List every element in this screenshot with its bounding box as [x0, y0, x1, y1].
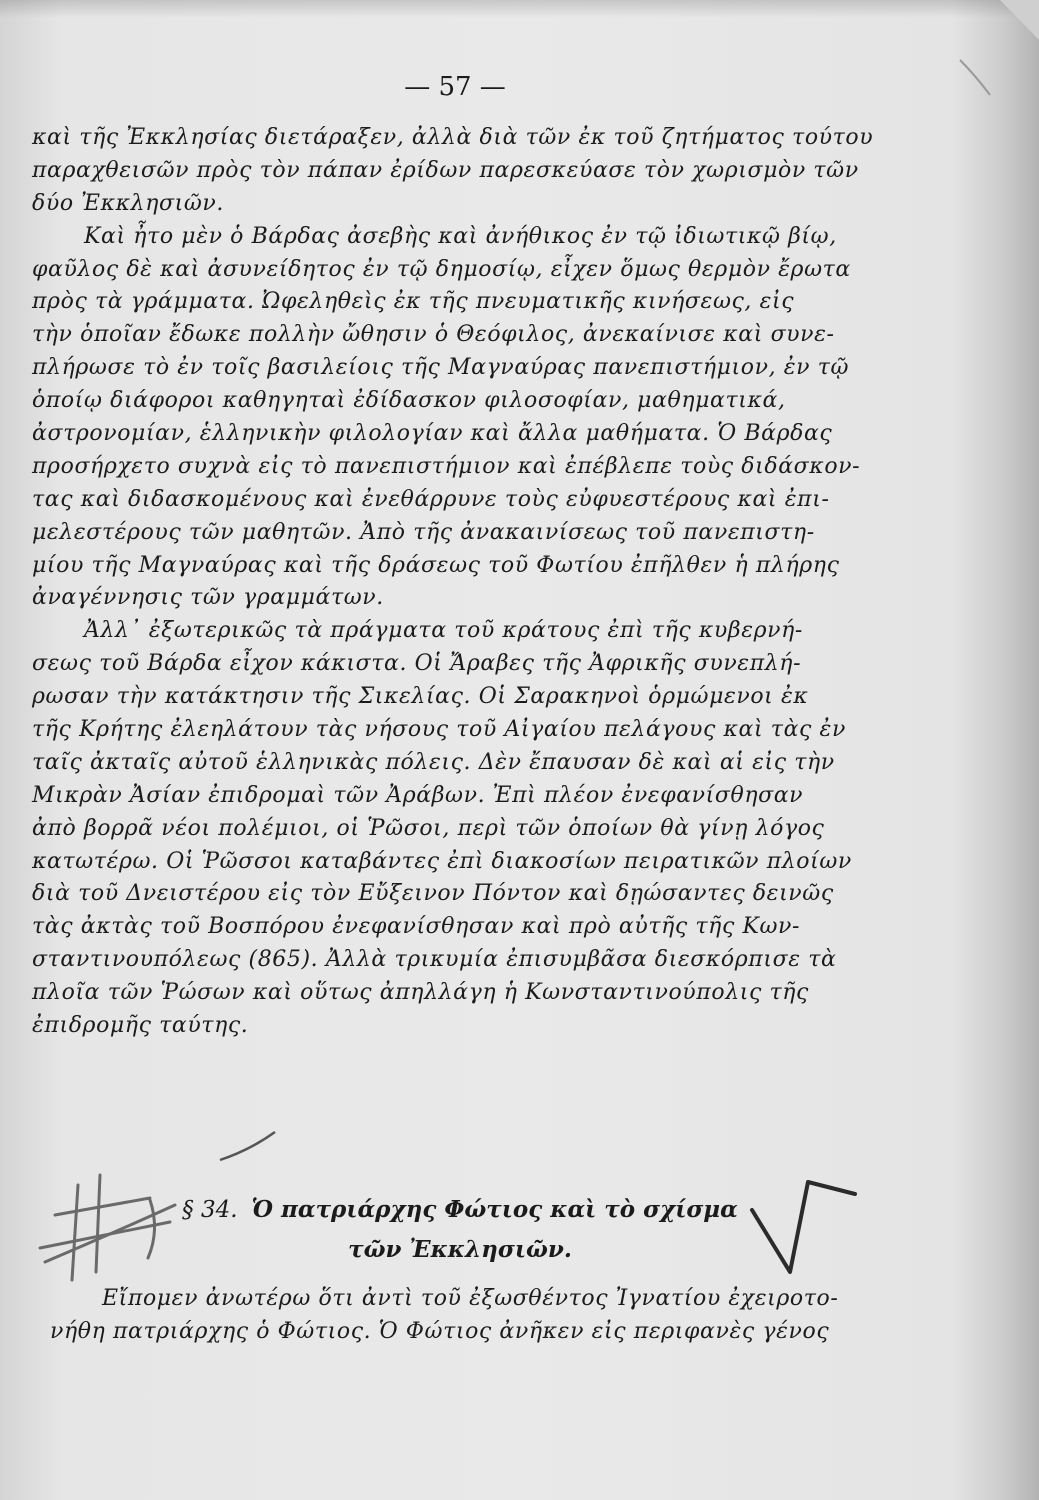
text-line: Εἴπομεν ἀνωτέρω ὅτι ἀντὶ τοῦ ἐξωσθέντος Ἰγνατίου ἐχειροτο-: [102, 1286, 839, 1311]
text-line: τὴν ὁποῖαν ἔδωκε πολλὴν ὤθησιν ὁ Θεόφιλος, ἀνεκαίνισε καὶ συνε-: [32, 322, 835, 348]
section-number: § 34.: [182, 1197, 238, 1223]
text-line: πρὸς τὰ γράμματα. Ὠφεληθεὶς ἐκ τῆς πνευματικῆς κινήσεως, εἰς: [32, 289, 795, 315]
text-line: τῆς Κρήτης ἐλεηλάτουν τὰς νήσους τοῦ Αἰγαίου πελάγους καὶ τὰς ἐν: [32, 717, 846, 743]
text-line: παραχθεισῶν πρὸς τὸν πάπαν ἐρίδων παρεσκεύασε τὸν χωρισμὸν τῶν: [32, 157, 859, 183]
text-line: τὰς ἀκτὰς τοῦ Βοσπόρου ἐνεφανίσθησαν καὶ πρὸ αὐτῆς τῆς Κων-: [32, 914, 801, 940]
text-line: ἀπὸ βορρᾶ νέοι πολέμιοι, οἱ Ῥῶσοι, περὶ τῶν ὁποίων θὰ γίνῃ λόγος: [32, 815, 825, 841]
text-line: ρωσαν τὴν κατάκτησιν τῆς Σικελίας. Οἱ Σαρακηνοὶ ὁρμώμενοι ἐκ: [32, 684, 809, 710]
text-line: κατωτέρω. Οἱ Ῥῶσσοι καταβάντες ἐπὶ διακοσίων πειρατικῶν πλοίων: [32, 848, 852, 874]
text-line: Καὶ ἦτο μὲν ὁ Βάρδας ἀσεβὴς καὶ ἀνήθικος ἐν τῷ ἰδιωτικῷ βίῳ,: [84, 223, 837, 249]
text-line: τας καὶ διδασκομένους καὶ ἐνεθάρρυνε τοὺς εὐφυεστέρους καὶ ἐπι-: [32, 486, 830, 512]
text-line: Μικρὰν Ἀσίαν ἐπιδρομαὶ τῶν Ἀράβων. Ἐπὶ πλέον ἐνεφανίσθησαν: [32, 782, 804, 808]
corner-tear-mark: [1000, 0, 1039, 40]
text-line: ἀναγέννησις τῶν γραμμάτων.: [32, 585, 384, 611]
text-line: σταντινουπόλεως (865). Ἀλλὰ τρικυμία ἐπισυμβᾶσα διεσκόρπισε τὰ: [32, 947, 837, 973]
pencil-hash-mark: [40, 1175, 175, 1280]
text-line: νήθη πατριάρχης ὁ Φώτιος. Ὁ Φώτιος ἀνῆκεν εἰς περιφανὲς γένος: [50, 1318, 830, 1344]
text-line: δύο Ἐκκλησιῶν.: [32, 190, 224, 216]
pencil-underline-mark: [220, 1132, 275, 1160]
section-title: Ὁ πατριάρχης Φώτιος καὶ τὸ σχίσμα: [251, 1196, 738, 1223]
section-heading-line-2: τῶν Ἐκκλησιῶν.: [348, 1236, 572, 1263]
text-line: μίου τῆς Μαγναύρας καὶ τῆς δράσεως τοῦ Φωτίου ἐπῆλθεν ἡ πλήρης: [32, 552, 840, 578]
text-line: φαῦλος δὲ καὶ ἀσυνείδητος ἐν τῷ δημοσίῳ, εἶχεν ὅμως θερμὸν ἔρωτα: [32, 256, 851, 282]
pencil-scribble-mark: [960, 60, 990, 95]
text-line: ἀστρονομίαν, ἑλληνικὴν φιλολογίαν καὶ ἄλλα μαθήματα. Ὁ Βάρδας: [32, 421, 833, 447]
text-line: Ἀλλ᾽ ἐξωτερικῶς τὰ πράγματα τοῦ κράτους ἐπὶ τῆς κυβερνή-: [84, 618, 803, 644]
pencil-check-mark: [752, 1182, 855, 1272]
page-number: — 57 —: [404, 72, 506, 102]
text-line: πλοῖα τῶν Ῥώσων καὶ οὕτως ἀπηλλάγη ἡ Κωνσταντινούπολις τῆς: [32, 980, 809, 1006]
text-line: σεως τοῦ Βάρδα εἶχον κάκιστα. Οἱ Ἄραβες τῆς Ἀφρικῆς συνεπλή-: [32, 651, 802, 677]
text-line: πλήρωσε τὸ ἐν τοῖς βασιλείοις τῆς Μαγναύρας πανεπιστήμιον, ἐν τῷ: [32, 355, 850, 381]
text-line: ὁποίῳ διάφοροι καθηγηταὶ ἐδίδασκον φιλοσοφίαν, μαθηματικά,: [32, 388, 786, 414]
text-line: μελεστέρους τῶν μαθητῶν. Ἀπὸ τῆς ἀνακαινίσεως τοῦ πανεπιστη-: [32, 519, 815, 545]
text-line: ταῖς ἀκταῖς αὐτοῦ ἑλληνικὰς πόλεις. Δὲν ἔπαυσαν δὲ καὶ αἱ εἰς τὴν: [32, 749, 835, 775]
text-line: προσήρχετο συχνὰ εἰς τὸ πανεπιστήμιον καὶ ἐπέβλεπε τοὺς διδάσκον-: [32, 453, 861, 479]
text-line: διὰ τοῦ Δνειστέρου εἰς τὸν Εὔξεινον Πόντον καὶ δῃώσαντες δεινῶς: [32, 881, 834, 907]
text-line: ἐπιδρομῆς ταύτης.: [32, 1013, 249, 1039]
text-line: καὶ τῆς Ἐκκλησίας διετάραξεν, ἀλλὰ διὰ τῶν ἐκ τοῦ ζητήματος τούτου: [32, 125, 874, 150]
